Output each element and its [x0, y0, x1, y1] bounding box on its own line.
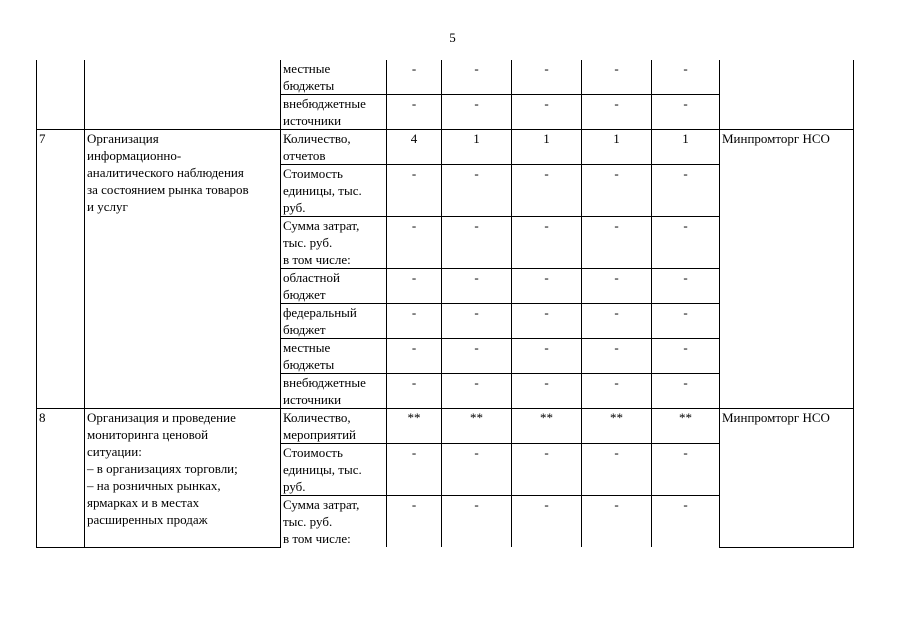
- indicator-line: Сумма затрат,: [283, 218, 360, 233]
- value-cell: -: [442, 496, 512, 548]
- indicator-cell: [281, 496, 387, 548]
- activity-name-line: информационно-: [87, 148, 182, 163]
- value-cell: -: [442, 95, 512, 130]
- indicator-line: источники: [283, 113, 342, 128]
- value-cell: 4: [387, 130, 442, 165]
- value-cell: -: [652, 444, 720, 496]
- value-cell: -: [512, 304, 582, 339]
- indicator-line: бюджеты: [283, 357, 335, 372]
- executor-name: Минпромторг НСО: [720, 409, 854, 548]
- indicator-line: внебюджетные: [283, 96, 366, 111]
- activity-name-line: Организация: [87, 131, 159, 146]
- value-cell: -: [512, 496, 582, 548]
- indicator-line: областной: [283, 270, 340, 285]
- value-cell: -: [387, 217, 442, 269]
- indicator-line: местные: [283, 340, 331, 355]
- value-cell: -: [582, 60, 652, 95]
- indicator-line: тыс. руб.: [283, 514, 333, 529]
- value-cell: -: [442, 269, 512, 304]
- value-cell: -: [652, 60, 720, 95]
- activity-name-cell: [85, 60, 281, 130]
- value-cell: -: [442, 165, 512, 217]
- indicator-cell: [281, 374, 387, 409]
- activity-number: 7: [37, 130, 85, 409]
- activity-name: [85, 409, 281, 548]
- value-cell: -: [387, 339, 442, 374]
- indicator-cell: [281, 444, 387, 496]
- value-cell: -: [582, 217, 652, 269]
- value-cell: -: [387, 165, 442, 217]
- value-cell: 1: [442, 130, 512, 165]
- indicator-line: источники: [283, 392, 342, 407]
- value-cell: -: [652, 304, 720, 339]
- page-number: 5: [449, 30, 456, 45]
- activity-name-line: аналитического наблюдения: [87, 165, 244, 180]
- value-cell: -: [387, 95, 442, 130]
- indicator-line: в том числе:: [283, 531, 351, 546]
- value-cell: -: [512, 339, 582, 374]
- indicator-cell: [281, 130, 387, 165]
- table-row: [37, 130, 854, 165]
- value-cell: -: [387, 496, 442, 548]
- indicator-cell: [281, 339, 387, 374]
- table-row: [37, 60, 854, 95]
- value-cell: -: [582, 444, 652, 496]
- indicator-line: Сумма затрат,: [283, 497, 360, 512]
- indicator-cell: [281, 409, 387, 444]
- indicator-cell: [281, 95, 387, 130]
- value-cell: **: [387, 409, 442, 444]
- value-cell: -: [387, 444, 442, 496]
- value-cell: -: [442, 339, 512, 374]
- indicator-cell: [281, 165, 387, 217]
- value-cell: -: [512, 95, 582, 130]
- value-cell: -: [582, 269, 652, 304]
- value-cell: 1: [512, 130, 582, 165]
- value-cell: -: [512, 60, 582, 95]
- indicator-cell: [281, 269, 387, 304]
- indicator-cell: [281, 217, 387, 269]
- indicator-cell: [281, 304, 387, 339]
- value-cell: -: [582, 95, 652, 130]
- indicator-line: бюджет: [283, 287, 326, 302]
- number-cell: [37, 60, 85, 130]
- activity-name-line: – на розничных рынках,: [87, 478, 221, 493]
- indicator-line: Стоимость: [283, 445, 343, 460]
- indicator-line: единицы, тыс.: [283, 462, 362, 477]
- value-cell: -: [387, 374, 442, 409]
- value-cell: -: [652, 165, 720, 217]
- activity-name-line: и услуг: [87, 199, 128, 214]
- indicator-line: тыс. руб.: [283, 235, 333, 250]
- value-cell: -: [442, 444, 512, 496]
- value-cell: **: [512, 409, 582, 444]
- value-cell: -: [442, 374, 512, 409]
- activity-name-line: расширенных продаж: [87, 512, 208, 527]
- value-cell: **: [652, 409, 720, 444]
- indicator-line: единицы, тыс.: [283, 183, 362, 198]
- indicator-line: мероприятий: [283, 427, 356, 442]
- activity-name-line: мониторинга ценовой: [87, 427, 209, 442]
- value-cell: -: [582, 165, 652, 217]
- table-body: [37, 60, 854, 547]
- value-cell: -: [512, 165, 582, 217]
- value-cell: -: [512, 444, 582, 496]
- value-cell: -: [582, 339, 652, 374]
- value-cell: -: [387, 60, 442, 95]
- value-cell: -: [442, 304, 512, 339]
- value-cell: -: [387, 269, 442, 304]
- value-cell: -: [652, 269, 720, 304]
- value-cell: -: [387, 304, 442, 339]
- indicator-cell: [281, 60, 387, 95]
- executor-name: Минпромторг НСО: [720, 130, 854, 409]
- activity-name-line: ситуации:: [87, 444, 142, 459]
- activity-name-line: – в организациях торговли;: [87, 461, 238, 476]
- value-cell: **: [582, 409, 652, 444]
- value-cell: **: [442, 409, 512, 444]
- indicator-line: Количество,: [283, 131, 351, 146]
- value-cell: -: [582, 496, 652, 548]
- value-cell: -: [652, 496, 720, 548]
- indicator-line: бюджет: [283, 322, 326, 337]
- value-cell: -: [512, 374, 582, 409]
- value-cell: -: [512, 217, 582, 269]
- value-cell: -: [442, 60, 512, 95]
- indicator-line: бюджеты: [283, 78, 335, 93]
- indicator-line: федеральный: [283, 305, 357, 320]
- activity-name-line: Организация и проведение: [87, 410, 236, 425]
- activity-number: 8: [37, 409, 85, 548]
- value-cell: -: [652, 339, 720, 374]
- indicator-line: внебюджетные: [283, 375, 366, 390]
- indicator-line: руб.: [283, 200, 306, 215]
- value-cell: -: [652, 217, 720, 269]
- indicator-line: в том числе:: [283, 252, 351, 267]
- value-cell: 1: [582, 130, 652, 165]
- indicator-line: местные: [283, 61, 331, 76]
- value-cell: -: [512, 269, 582, 304]
- activity-name-line: ярмарках и в местах: [87, 495, 200, 510]
- activity-name: [85, 130, 281, 409]
- program-activities-table: [36, 60, 854, 548]
- table-row: [37, 409, 854, 444]
- value-cell: -: [442, 217, 512, 269]
- value-cell: -: [652, 374, 720, 409]
- value-cell: -: [652, 95, 720, 130]
- value-cell: 1: [652, 130, 720, 165]
- activity-name-line: за состоянием рынка товаров: [87, 182, 249, 197]
- value-cell: -: [582, 304, 652, 339]
- indicator-line: руб.: [283, 479, 306, 494]
- value-cell: -: [582, 374, 652, 409]
- indicator-line: отчетов: [283, 148, 326, 163]
- executor-cell: [720, 60, 854, 130]
- indicator-line: Количество,: [283, 410, 351, 425]
- indicator-line: Стоимость: [283, 166, 343, 181]
